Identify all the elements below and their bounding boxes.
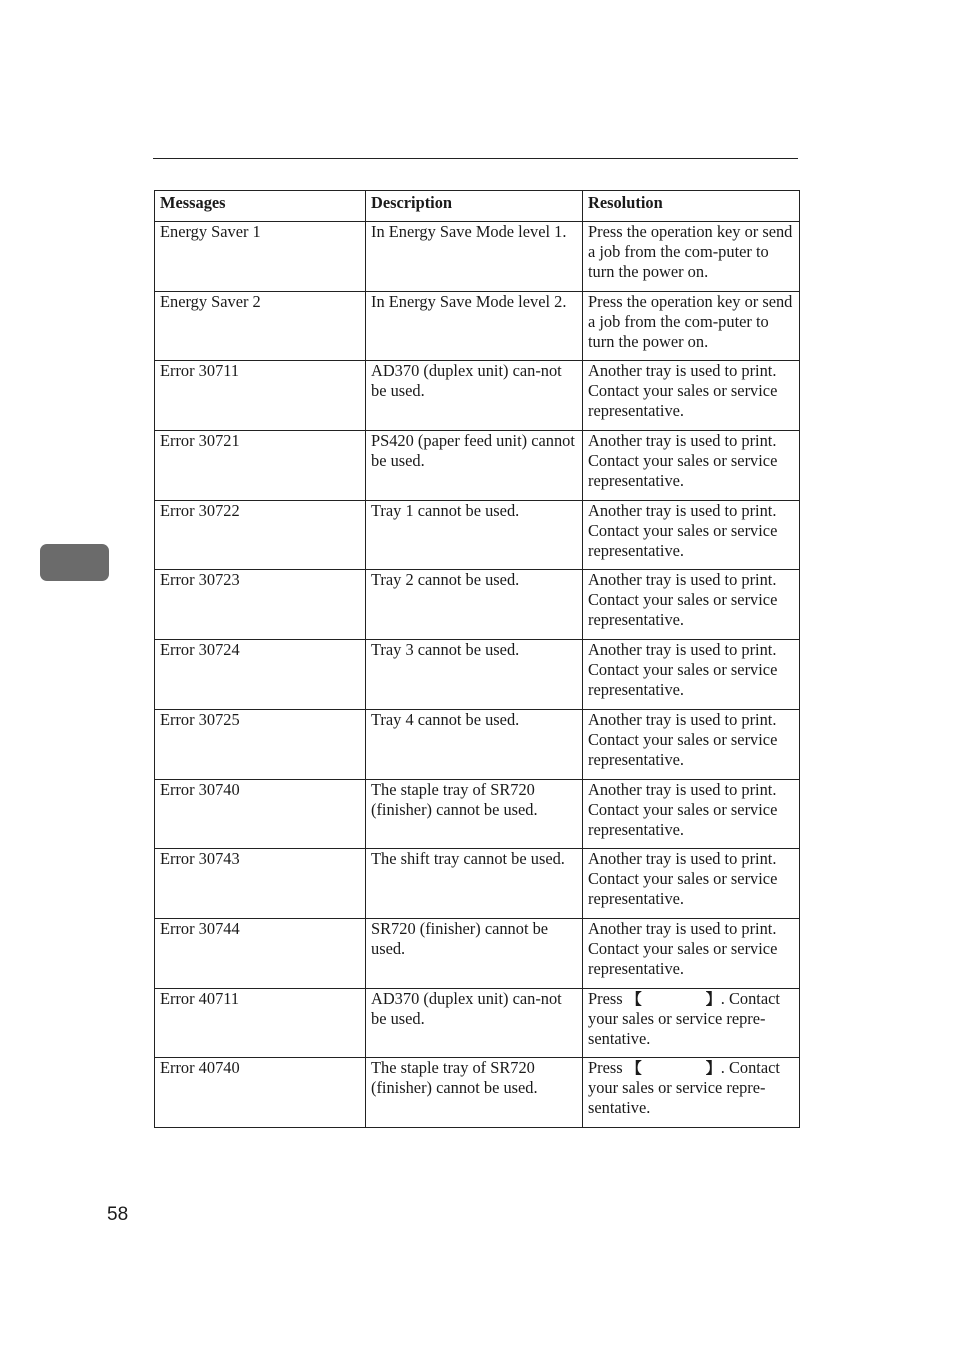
resolution-contact-text: . Contact your sales or service repre-sentative. [588,1058,780,1118]
description-cell: The shift tray cannot be used. [366,849,583,919]
table-row [155,988,800,1058]
header-resolution: Resolution [583,191,800,222]
key-bracket-open: 【 [626,989,642,1008]
description-cell: Tray 3 cannot be used. [366,640,583,710]
table-row [155,291,800,361]
description-cell: PS420 (paper feed unit) cannot be used. [366,431,583,501]
resolution-press-text: Press [588,1058,623,1078]
key-bracket-close: 】 [705,1059,721,1078]
message-cell: Error 30725 [155,709,366,779]
message-cell: Error 40740 [155,1058,366,1128]
message-cell: Error 30721 [155,431,366,501]
resolution-cell: Another tray is used to print. Contact your sales or service representative. [583,779,800,849]
resolution-cell: Another tray is used to print. Contact your sales or service representative. [583,570,800,640]
message-cell: Error 30743 [155,849,366,919]
table-row [155,222,800,292]
key-bracket-close: 】 [705,989,721,1008]
resolution-cell: Another tray is used to print. Contact your sales or service representative. [583,431,800,501]
description-cell: AD370 (duplex unit) can-not be used. [366,988,583,1058]
resolution-cell: Another tray is used to print. Contact your sales or service representative. [583,849,800,919]
message-cell: Error 30723 [155,570,366,640]
message-cell: Error 30711 [155,361,366,431]
table-row [155,640,800,710]
description-cell: The staple tray of SR720 (finisher) cannot be used. [366,779,583,849]
resolution-cell: Press the operation key or send a job from the com-puter to turn the power on. [583,222,800,292]
message-cell: Energy Saver 1 [155,222,366,292]
table-row [155,1058,800,1128]
description-cell: Tray 1 cannot be used. [366,500,583,570]
description-cell: The staple tray of SR720 (finisher) cannot be used. [366,1058,583,1128]
table-row [155,361,800,431]
table-row [155,779,800,849]
resolution-contact-text: . Contact your sales or service repre-sentative. [588,988,780,1048]
message-cell: Error 30722 [155,500,366,570]
header-rule [153,158,798,159]
table-row [155,849,800,919]
description-cell: Tray 2 cannot be used. [366,570,583,640]
resolution-cell: Another tray is used to print. Contact your sales or service representative. [583,361,800,431]
table-row [155,709,800,779]
table-row [155,918,800,988]
table-row [155,431,800,501]
description-cell: In Energy Save Mode level 1. [366,222,583,292]
message-cell: Energy Saver 2 [155,291,366,361]
table-row [155,500,800,570]
chapter-tab-marker [40,544,109,581]
resolution-cell: Another tray is used to print. Contact your sales or service representative. [583,918,800,988]
resolution-cell [583,988,800,1058]
resolution-cell: Another tray is used to print. Contact your sales or service representative. [583,709,800,779]
description-cell: Tray 4 cannot be used. [366,709,583,779]
description-cell: SR720 (finisher) cannot be used. [366,918,583,988]
message-cell: Error 40711 [155,988,366,1058]
header-description: Description [366,191,583,222]
key-bracket-open: 【 [626,1059,642,1078]
message-cell: Error 30724 [155,640,366,710]
table-row [155,570,800,640]
table-header-row [155,191,800,222]
resolution-cell: Another tray is used to print. Contact your sales or service representative. [583,500,800,570]
resolution-cell: Press the operation key or send a job from the com-puter to turn the power on. [583,291,800,361]
description-cell: In Energy Save Mode level 2. [366,291,583,361]
resolution-cell: Another tray is used to print. Contact your sales or service representative. [583,640,800,710]
message-cell: Error 30740 [155,779,366,849]
description-cell: AD370 (duplex unit) can-not be used. [366,361,583,431]
resolution-cell [583,1058,800,1128]
header-messages: Messages [155,191,366,222]
message-cell: Error 30744 [155,918,366,988]
page-number: 58 [107,1204,129,1225]
resolution-press-text: Press [588,988,623,1008]
messages-table [154,190,800,1128]
